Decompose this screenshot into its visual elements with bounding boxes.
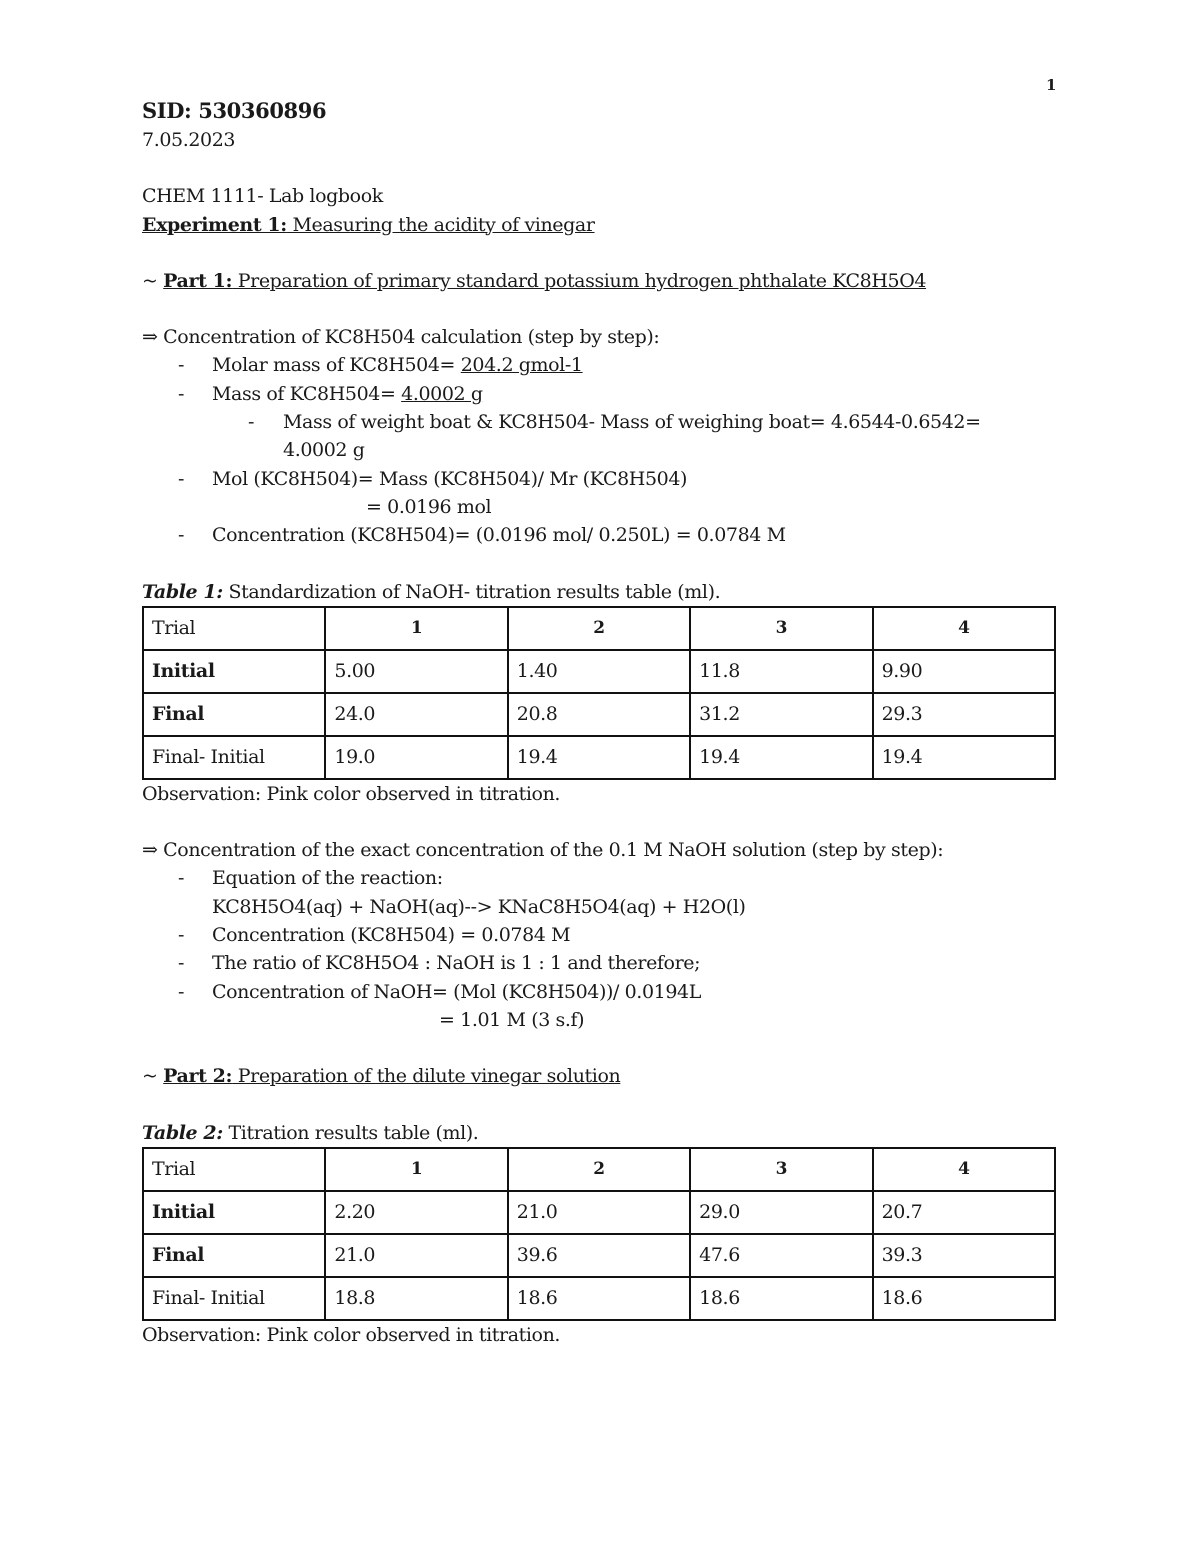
logbook-content [142, 96, 1057, 1349]
table-header-cell: 3 [690, 607, 872, 650]
table-header-cell: Trial [143, 1148, 325, 1191]
spacer [142, 295, 1057, 323]
concentration-item [142, 521, 1057, 549]
spacer [142, 154, 1057, 182]
molar-mass-item [142, 351, 1057, 379]
bullet-dash: - [178, 924, 185, 947]
table-row [143, 1191, 1055, 1234]
bullet-dash: - [178, 354, 185, 377]
experiment-title [142, 211, 1057, 239]
table-header-cell: 3 [690, 1148, 872, 1191]
table-cell: 18.6 [690, 1277, 872, 1320]
table-row [143, 650, 1055, 693]
spacer [142, 1091, 1057, 1119]
naoh-concentration-line1: Concentration of NaOH= (Mol (KC8H504))/ 0.0194L [212, 980, 701, 1003]
naoh-calc-heading: ⇒ Concentration of the exact concentration of the 0.1 M NaOH solution (step by step): [142, 839, 944, 862]
part1-title: Preparation of primary standard potassium hydrogen phthalate KC8H5O4 [232, 269, 927, 292]
concentration-line: Concentration (KC8H504)= (0.0196 mol/ 0.250L) = 0.0784 M [212, 524, 786, 547]
part1-prefix: ~ [142, 269, 164, 292]
table-header-cell: 4 [873, 1148, 1055, 1191]
date: 7.05.2023 [142, 129, 236, 151]
mass-text: Mass of KC8H504= [212, 382, 402, 405]
molar-mass-text: Molar mass of KC8H504= [212, 354, 461, 377]
table-row [143, 1277, 1055, 1320]
mol-item [142, 465, 1057, 493]
row-label: Final- Initial [143, 736, 325, 779]
table-cell: 19.4 [508, 736, 690, 779]
table-cell: 19.4 [690, 736, 872, 779]
spacer [142, 550, 1057, 578]
table-cell: 9.90 [873, 650, 1055, 693]
table-cell: 21.0 [325, 1234, 507, 1277]
table-header-cell: 1 [325, 607, 507, 650]
mass-item [142, 380, 1057, 408]
bullet-dash: - [178, 980, 185, 1003]
table-cell: 11.8 [690, 650, 872, 693]
mass-value: 4.0002 g [401, 382, 483, 405]
table1-caption [142, 578, 1057, 606]
table-cell: 18.6 [508, 1277, 690, 1320]
naoh-concentration-item [142, 978, 1057, 1006]
khp-concentration-item [142, 921, 1057, 949]
spacer [142, 1034, 1057, 1062]
sub-mass-line1: Mass of weight boat & KC8H504- Mass of weighing boat= 4.6544-0.6542= [283, 411, 981, 434]
part2-heading [142, 1062, 1057, 1090]
bullet-dash: - [178, 867, 185, 890]
part1-heading [142, 267, 1057, 295]
table-cell: 31.2 [690, 693, 872, 736]
bullet-dash: - [178, 382, 185, 405]
table-header-cell: 2 [508, 1148, 690, 1191]
table-cell: 20.7 [873, 1191, 1055, 1234]
table-header-row [143, 607, 1055, 650]
table2 [142, 1147, 1056, 1321]
table-cell: 19.0 [325, 736, 507, 779]
mole-ratio: The ratio of KC8H5O4 : NaOH is 1 : 1 and therefore; [212, 952, 701, 975]
row-label: Initial [143, 650, 325, 693]
molar-mass-value: 204.2 gmol-1 [460, 354, 583, 377]
table-row [143, 693, 1055, 736]
ratio-item [142, 949, 1057, 977]
khp-calc-heading: ⇒ Concentration of KC8H504 calculation (step by step): [142, 326, 660, 349]
table-cell: 2.20 [325, 1191, 507, 1234]
table-cell: 20.8 [508, 693, 690, 736]
table-cell: 47.6 [690, 1234, 872, 1277]
table1-caption-label: Table 1: [142, 580, 223, 603]
table-header-row [143, 1148, 1055, 1191]
reaction-equation: KC8H5O4(aq) + NaOH(aq)--> KNaC8H5O4(aq) + H2O(l) [212, 895, 746, 918]
spacer [142, 808, 1057, 836]
course-title: CHEM 1111- Lab logbook [142, 185, 383, 208]
table2-caption-text: Titration results table (ml). [222, 1121, 479, 1144]
student-id: SID: 530360896 [142, 98, 327, 123]
table-cell: 19.4 [873, 736, 1055, 779]
bullet-dash: - [178, 952, 185, 975]
equation-label: Equation of the reaction: [212, 867, 443, 890]
part2-prefix: ~ [142, 1065, 164, 1088]
bullet-dash: - [178, 524, 185, 547]
part2-label: Part 2: [163, 1065, 233, 1088]
part2-title: Preparation of the dilute vinegar solution [232, 1065, 621, 1088]
mol-line1: Mol (KC8H504)= Mass (KC8H504)/ Mr (KC8H504) [212, 467, 688, 490]
table-cell: 1.40 [508, 650, 690, 693]
table-cell: 39.3 [873, 1234, 1055, 1277]
table-cell: 29.0 [690, 1191, 872, 1234]
table-cell: 39.6 [508, 1234, 690, 1277]
row-label: Final [143, 693, 325, 736]
part1-label: Part 1: [163, 269, 233, 292]
naoh-concentration-line2: = 1.01 M (3 s.f) [439, 1008, 585, 1031]
table-cell: 18.8 [325, 1277, 507, 1320]
experiment-name: Measuring the acidity of vinegar [286, 213, 595, 236]
table2-caption-label: Table 2: [142, 1121, 223, 1144]
bullet-dash: - [248, 411, 255, 434]
row-label: Final [143, 1234, 325, 1277]
mol-line2: = 0.0196 mol [366, 495, 492, 518]
row-label: Final- Initial [143, 1277, 325, 1320]
table2-observation: Observation: Pink color observed in titration. [142, 1323, 561, 1346]
experiment-label: Experiment 1: [142, 213, 287, 236]
table-header-cell: 2 [508, 607, 690, 650]
table1-observation: Observation: Pink color observed in titration. [142, 782, 561, 805]
equation-item [142, 864, 1057, 892]
table-cell: 18.6 [873, 1277, 1055, 1320]
table-cell: 21.0 [508, 1191, 690, 1234]
table1 [142, 606, 1056, 780]
table2-caption [142, 1119, 1057, 1147]
table-row [143, 1234, 1055, 1277]
table1-caption-text: Standardization of NaOH- titration results table (ml). [222, 580, 721, 603]
table-cell: 29.3 [873, 693, 1055, 736]
table-header-cell: 1 [325, 1148, 507, 1191]
khp-concentration: Concentration (KC8H504) = 0.0784 M [212, 924, 571, 947]
table-cell: 24.0 [325, 693, 507, 736]
sub-mass-item [142, 408, 1057, 436]
bullet-dash: - [178, 467, 185, 490]
row-label: Initial [143, 1191, 325, 1234]
table-cell: 5.00 [325, 650, 507, 693]
sub-mass-line2: 4.0002 g [283, 439, 365, 462]
table-row [143, 736, 1055, 779]
table-header-cell: Trial [143, 607, 325, 650]
table-header-cell: 4 [873, 607, 1055, 650]
page-number: 1 [1046, 76, 1057, 94]
spacer [142, 239, 1057, 267]
